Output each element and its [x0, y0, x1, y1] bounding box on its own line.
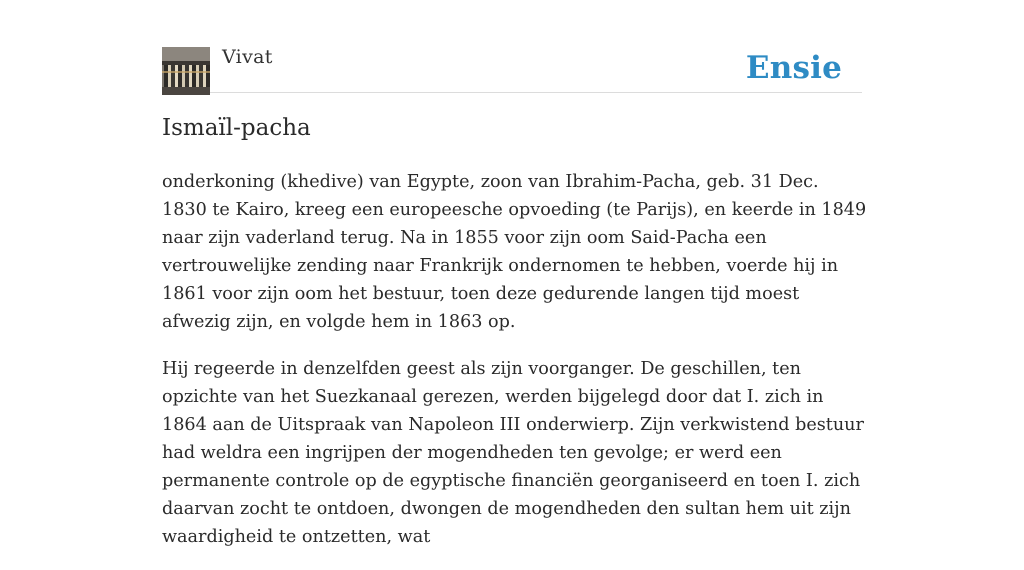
brand-logo[interactable]: Ensie [745, 50, 842, 86]
article-body [162, 168, 868, 570]
author-name[interactable]: Vivat [222, 46, 273, 68]
article-title: Ismaïl-pacha [162, 115, 311, 141]
article-page [162, 0, 867, 547]
article-paragraph: onderkoning (khedive) van Egypte, zoon van Ibrahim-Pacha, geb. 31 Dec. 1830 te Kairo, kreeg een europeesche opvoeding (te Parijs), en keerde in 1849 naar zijn vaderland terug. Na in 1855 voor zijn oom Said-Pacha een vertrouwelijke zending naar Frankrijk ondernomen te hebben, voerde hij in 1861 voor zijn oom het bestuur, toen deze gedurende langen tijd moest afwezig zijn, en volgde hem in 1863 op. [162, 172, 867, 332]
author-avatar[interactable] [162, 47, 210, 95]
header [162, 0, 862, 93]
bookshelf-avatar-icon [162, 47, 210, 95]
article-paragraph: Hij regeerde in denzelfden geest als zijn voorganger. De geschillen, ten opzichte van het Suezkanaal gerezen, werden bijgelegd door dat I. zich in 1864 aan de Uitspraak van Napoleon III onderwierp. Zijn verkwistend bestuur had weldra een ingrijpen der mogendheden ten gevolge; er werd een permanente controle op de egyptische financiën georganiseerd en toen I. zich daarvan zocht te ontdoen, dwongen de mogendheden den sultan hem uit zijn waardigheid te ontzetten, wat [162, 359, 864, 547]
